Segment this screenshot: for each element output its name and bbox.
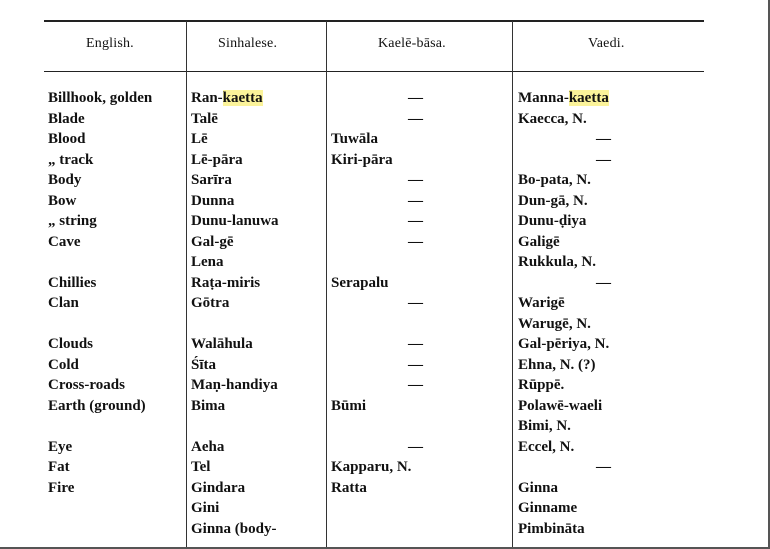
cell-kaele-basa-dash: — (408, 295, 423, 311)
table-row (0, 478, 770, 499)
cell-vaedi: Ginna (518, 479, 559, 496)
cell-sinhalese: Sarīra (191, 172, 232, 188)
cell-english: Chillies (48, 274, 97, 291)
table-row (0, 334, 770, 355)
table-row (0, 519, 770, 540)
header-bottom-rule (44, 71, 704, 72)
cell-kaele-basa-dash: — (408, 356, 423, 373)
cell-english: Earth (ground) (48, 397, 146, 414)
cell-sinhalese: Talē (191, 110, 218, 127)
cell-kaele-basa-dash: — (408, 233, 423, 250)
table-row (0, 273, 770, 294)
cell-sinhalese: Gindara (191, 479, 246, 496)
cell-vaedi: Rukkula, N. (518, 254, 596, 270)
table-row (0, 416, 770, 437)
cell-vaedi: Bimi, N. (518, 418, 571, 434)
cell-sinhalese: Tel (191, 459, 211, 475)
cell-sinhalese: Maṇ-handiya (191, 377, 278, 393)
table-row (0, 396, 770, 417)
table-row (0, 109, 770, 130)
cell-vaedi-dash: — (596, 131, 611, 147)
cell-sinhalese (191, 88, 263, 108)
cell-kaele-basa: Būmi (331, 397, 367, 414)
cell-sinhalese: Lē (191, 131, 208, 147)
cell-english: Eye (48, 438, 73, 455)
cell-kaele-basa-dash: — (408, 110, 423, 127)
cell-vaedi: Galigē (518, 233, 560, 250)
cell-vaedi-prefix: Manna- (518, 90, 569, 106)
cell-sinhalese: Lena (191, 254, 224, 270)
cell-sinhalese: Ginna (body- (191, 520, 277, 537)
cell-kaele-basa-dash: — (408, 213, 423, 229)
cell-sinhalese: Gini (191, 500, 220, 516)
cell-vaedi: Dunu-ḍiya (518, 213, 587, 229)
header-kaele-basa: Kaelē-bāsa. (378, 36, 446, 51)
cell-sinhalese: Walāhula (191, 336, 253, 352)
table-row (0, 129, 770, 150)
cell-vaedi: Polawē-waeli (518, 397, 603, 414)
table-row (0, 375, 770, 396)
table-row (0, 150, 770, 171)
table-row (0, 232, 770, 253)
cell-kaele-basa-dash: — (408, 172, 423, 188)
cell-english: Fire (48, 479, 75, 496)
table-row (0, 170, 770, 191)
cell-kaele-basa-dash: — (408, 90, 423, 106)
cell-vaedi-dash: — (596, 151, 611, 168)
cell-sinhalese: Dunu-lanuwa (191, 213, 279, 229)
cell-english: „ track (48, 151, 94, 168)
cell-sinhalese: Aeha (191, 438, 225, 455)
header-sinhalese: Sinhalese. (218, 36, 278, 51)
table-row (0, 498, 770, 519)
cell-kaele-basa-dash: — (408, 336, 423, 352)
cell-vaedi: Eccel, N. (518, 438, 575, 455)
cell-vaedi: Kaecca, N. (518, 110, 587, 127)
cell-kaele-basa-dash: — (408, 192, 423, 209)
cell-vaedi: Ginname (518, 500, 578, 516)
cell-kaele-basa: Serapalu (331, 274, 389, 291)
cell-vaedi-dash: — (596, 274, 611, 291)
cell-vaedi: Ehna, N. (?) (518, 356, 596, 373)
cell-vaedi: Dun-gā, N. (518, 192, 588, 209)
cell-english: „ string (48, 213, 97, 229)
cell-vaedi: Bo-pata, N. (518, 172, 591, 188)
cell-english: Clouds (48, 336, 94, 352)
table-row (0, 437, 770, 458)
cell-english: Bow (48, 192, 77, 209)
cell-kaele-basa: Kapparu, N. (331, 459, 412, 475)
table-row (0, 355, 770, 376)
cell-english: Cross-roads (48, 377, 125, 393)
cell-vaedi: Rūppē. (518, 377, 565, 393)
cell-vaedi: Pimbināta (518, 520, 585, 537)
cell-kaele-basa: Ratta (331, 479, 367, 496)
cell-vaedi-highlight: kaetta (568, 90, 609, 106)
cell-sinhalese: Dunna (191, 192, 235, 209)
cell-sinhalese: Śīta (191, 356, 217, 373)
cell-sinhalese: Gal-gē (191, 233, 234, 250)
cell-english: Cold (48, 356, 79, 373)
cell-sinhalese: Gōtra (191, 295, 230, 311)
table-row (0, 211, 770, 232)
cell-vaedi: Warigē (518, 295, 565, 311)
cell-vaedi-dash: — (596, 459, 611, 475)
cell-english: Billhook, golden (48, 90, 153, 106)
table-row (0, 252, 770, 273)
table-row (0, 88, 770, 109)
table-row (0, 191, 770, 212)
cell-english: Cave (48, 233, 81, 250)
cell-english: Fat (48, 459, 70, 475)
cell-english: Clan (48, 295, 79, 311)
cell-vaedi (518, 88, 609, 108)
cell-kaele-basa-dash: — (408, 377, 423, 393)
cell-sinhalese: Raṭa-miris (191, 274, 261, 291)
cell-vaedi: Warugē, N. (518, 315, 591, 332)
table-row (0, 457, 770, 478)
cell-english: Blade (48, 110, 85, 127)
cell-english: Body (48, 172, 82, 188)
cell-english: Blood (48, 131, 86, 147)
cell-vaedi: Gal-pēriya, N. (518, 336, 610, 352)
cell-sinhalese-highlight: kaetta (222, 90, 263, 106)
header-vaedi: Vaedi. (588, 36, 625, 51)
header-english: English. (86, 36, 134, 51)
cell-sinhalese-prefix: Ran- (191, 90, 223, 106)
cell-sinhalese: Lē-pāra (191, 151, 243, 168)
cell-kaele-basa-dash: — (408, 438, 423, 455)
table-row (0, 293, 770, 314)
table-row (0, 314, 770, 335)
cell-kaele-basa: Kiri-pāra (331, 151, 393, 168)
cell-sinhalese: Bima (191, 397, 226, 414)
cell-kaele-basa: Tuwāla (331, 131, 378, 147)
table-top-rule (44, 20, 704, 22)
